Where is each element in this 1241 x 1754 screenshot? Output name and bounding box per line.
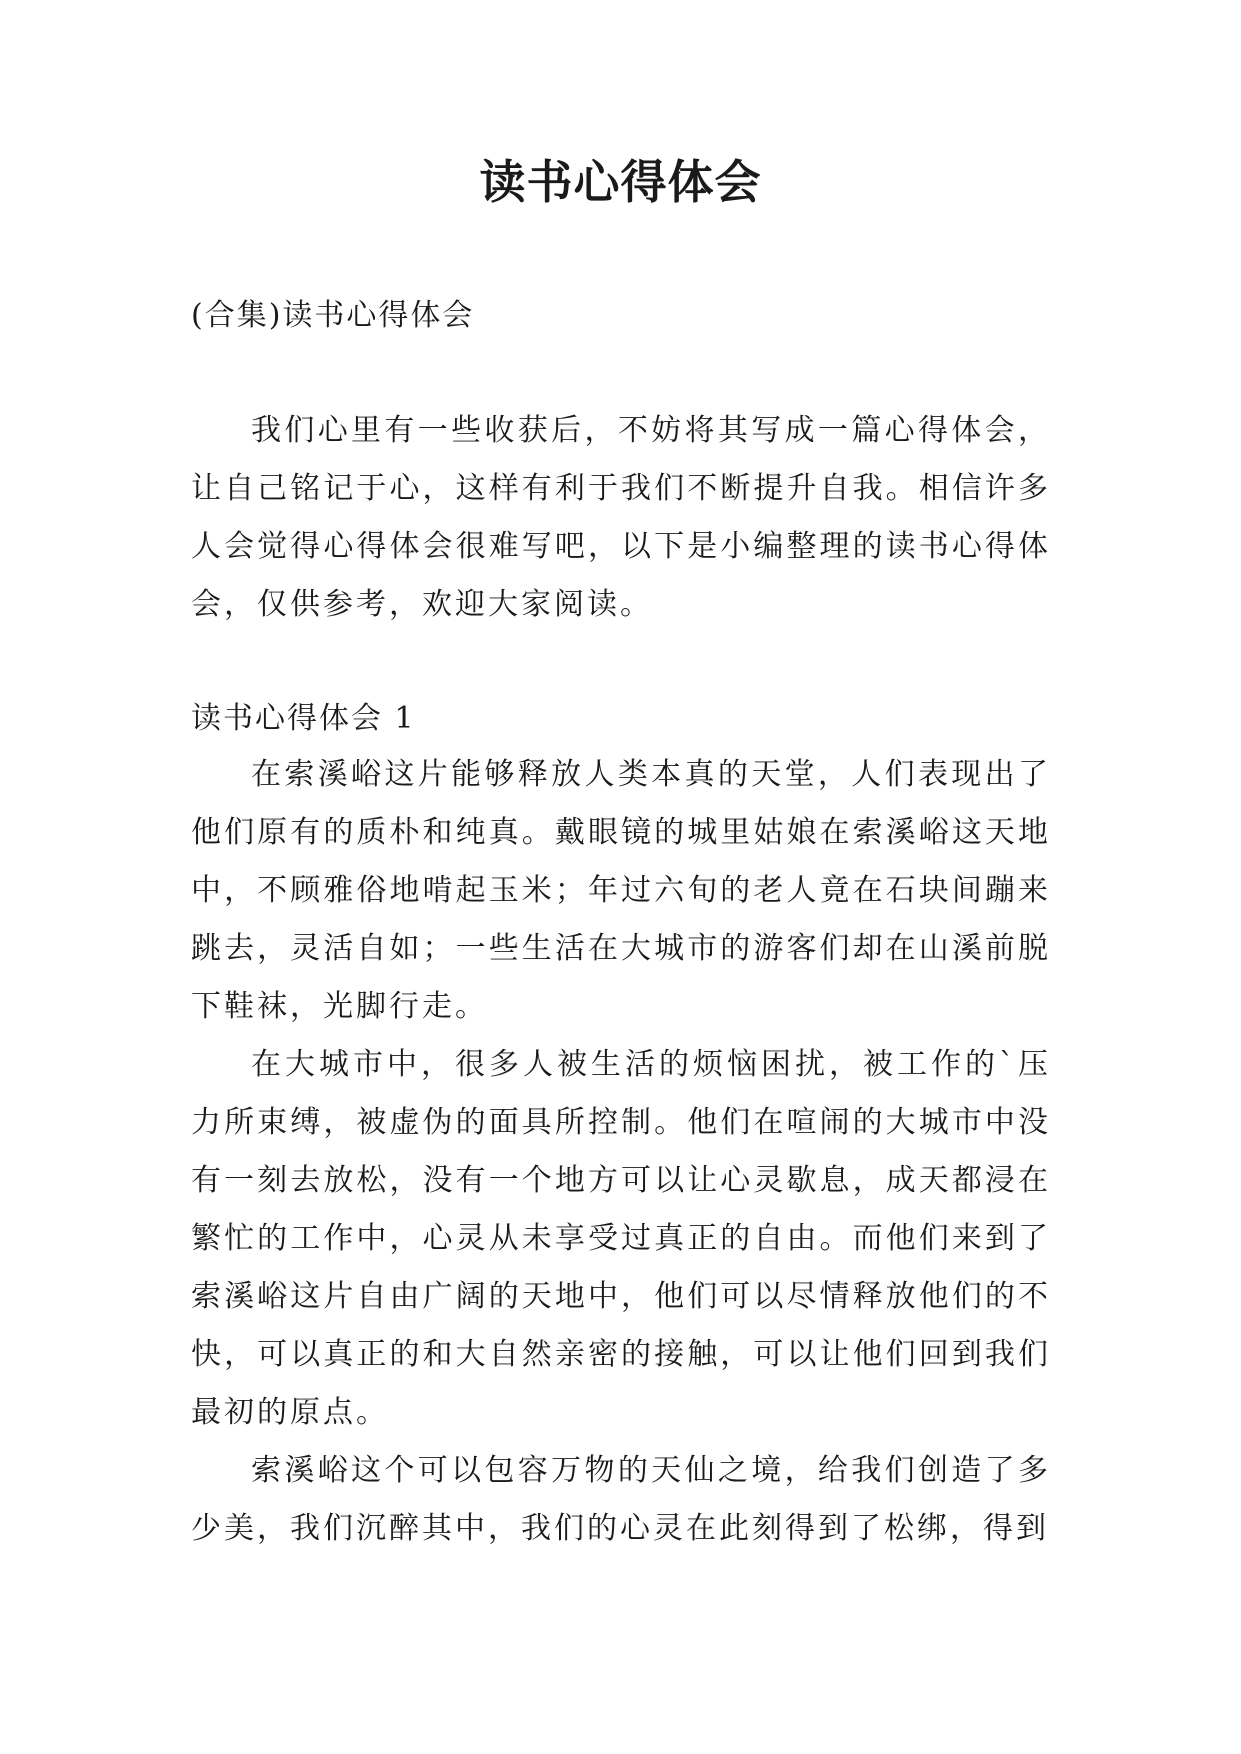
document-subtitle: (合集)读书心得体会 bbox=[191, 298, 475, 333]
document-title: 读书心得体会 bbox=[479, 155, 762, 209]
body-paragraph-1: 在索溪峪这片能够释放人类本真的天堂，人们表现出了他们原有的质朴和纯真。戴眼镜的城里姑娘在索溪峪这天地中，不顾雅俗地啃起玉米；年过六旬的老人竟在石块间蹦来跳去，灵活自如；一些生活在大城市的游客们却在山溪前脱下鞋袜，光脚行走。 bbox=[191, 757, 1051, 1024]
intro-paragraph: 我们心里有一些收获后，不妨将其写成一篇心得体会，让自己铭记于心，这样有利于我们不断提升自我。相信许多人会觉得心得体会很难写吧，以下是小编整理的读书心得体会，仅供参考，欢迎大家阅读。 bbox=[191, 413, 1051, 622]
section-heading: 读书心得体会 1 bbox=[191, 701, 416, 736]
body-paragraph-3: 索溪峪这个可以包容万物的天仙之境，给我们创造了多少美，我们沉醉其中，我们的心灵在此刻得到了松绑，得到 bbox=[191, 1453, 1051, 1546]
body-paragraph-2: 在大城市中，很多人被生活的烦恼困扰，被工作的`压力所束缚，被虚伪的面具所控制。他们在喧闹的大城市中没有一刻去放松，没有一个地方可以让心灵歇息，成天都浸在繁忙的工作中，心灵从未享受过真正的自由。而他们来到了索溪峪这片自由广阔的天地中，他们可以尽情释放他们的不快，可以真正的和大自然亲密的接触，可以让他们回到我们最初的原点。 bbox=[191, 1047, 1051, 1430]
document-body bbox=[191, 290, 1051, 1558]
